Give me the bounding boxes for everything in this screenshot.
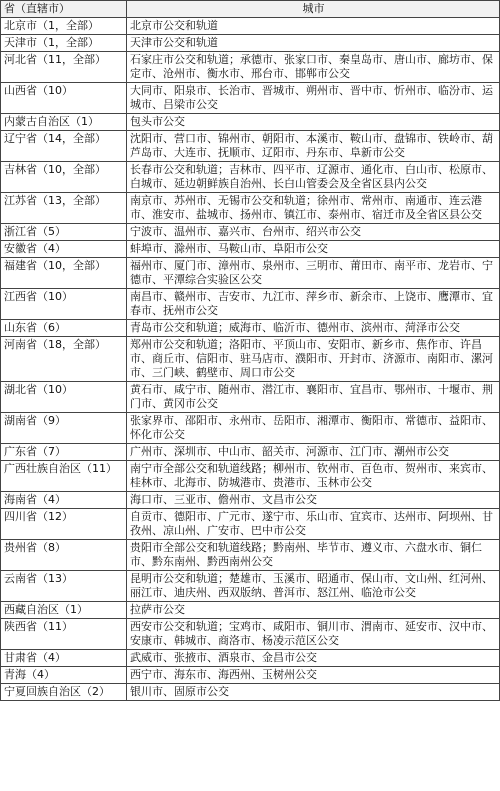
cities-cell: 自贡市、德阳市、广元市、遂宁市、乐山市、宜宾市、达州市、阿坝州、甘孜州、凉山州、广安市、巴中市公交 — [127, 509, 500, 540]
province-column-header: 省（直辖市） — [1, 1, 127, 18]
province-cell: 天津市（1，全部） — [1, 35, 127, 52]
table-row — [1, 241, 500, 258]
table-row — [1, 289, 500, 320]
cities-cell: 张家界市、邵阳市、永州市、岳阳市、湘潭市、衡阳市、常德市、益阳市、怀化市公交 — [127, 413, 500, 444]
province-cell: 安徽省（4） — [1, 241, 127, 258]
province-cell: 甘肃省（4） — [1, 650, 127, 667]
table-row — [1, 193, 500, 224]
table-row — [1, 337, 500, 382]
table-row — [1, 258, 500, 289]
cities-cell: 天津市公交和轨道 — [127, 35, 500, 52]
province-cell: 山东省（6） — [1, 320, 127, 337]
province-cell: 贵州省（8） — [1, 540, 127, 571]
cities-cell: 海口市、三亚市、儋州市、文昌市公交 — [127, 492, 500, 509]
cities-cell: 西安市公交和轨道；宝鸡市、咸阳市、铜川市、渭南市、延安市、汉中市、安康市、韩城市、商洛市、杨凌示范区公交 — [127, 619, 500, 650]
cities-cell: 蚌埠市、滁州市、马鞍山市、阜阳市公交 — [127, 241, 500, 258]
cities-cell: 广州市、深圳市、中山市、韶关市、河源市、江门市、潮州市公交 — [127, 444, 500, 461]
cities-cell: 大同市、阳泉市、长治市、晋城市、朔州市、晋中市、忻州市、临汾市、运城市、吕梁市公交 — [127, 83, 500, 114]
cities-cell: 贵阳市全部公交和轨道线路；黔南州、毕节市、遵义市、六盘水市、铜仁市、黔东南州、黔西南州公交 — [127, 540, 500, 571]
table-row — [1, 650, 500, 667]
table-row — [1, 461, 500, 492]
cities-cell: 长春市公交和轨道；吉林市、四平市、辽源市、通化市、白山市、松原市、白城市、延边朝鲜族自治州、长白山管委会及全省区县内公交 — [127, 162, 500, 193]
cities-cell: 郑州市公交和轨道；洛阳市、平顶山市、安阳市、新乡市、焦作市、许昌市、商丘市、信阳市、驻马店市、濮阳市、开封市、济源市、南阳市、漯河市、三门峡、鹤壁市、周口市公交 — [127, 337, 500, 382]
province-cell: 山西省（10） — [1, 83, 127, 114]
city-column-header: 城市 — [127, 1, 500, 18]
cities-cell: 银川市、固原市公交 — [127, 684, 500, 701]
table-row — [1, 509, 500, 540]
table-row — [1, 413, 500, 444]
province-cell: 云南省（13） — [1, 571, 127, 602]
table-row — [1, 619, 500, 650]
cities-cell: 青岛市公交和轨道；威海市、临沂市、德州市、滨州市、菏泽市公交 — [127, 320, 500, 337]
table-row — [1, 540, 500, 571]
table-body — [1, 18, 500, 701]
table-row — [1, 382, 500, 413]
cities-cell: 北京市公交和轨道 — [127, 18, 500, 35]
cities-cell: 武威市、张掖市、酒泉市、金昌市公交 — [127, 650, 500, 667]
province-cell: 青海（4） — [1, 667, 127, 684]
cities-cell: 石家庄市公交和轨道；承德市、张家口市、秦皇岛市、唐山市、廊坊市、保定市、沧州市、衡水市、邢台市、邯郸市公交 — [127, 52, 500, 83]
table-row — [1, 492, 500, 509]
province-cell: 吉林省（10，全部） — [1, 162, 127, 193]
table-row — [1, 131, 500, 162]
table-row — [1, 83, 500, 114]
province-cell: 陕西省（11） — [1, 619, 127, 650]
province-cell: 辽宁省（14，全部） — [1, 131, 127, 162]
table-row — [1, 35, 500, 52]
province-cell: 湖北省（10） — [1, 382, 127, 413]
cities-cell: 宁波市、温州市、嘉兴市、台州市、绍兴市公交 — [127, 224, 500, 241]
province-cell: 西藏自治区（1） — [1, 602, 127, 619]
province-cell: 浙江省（5） — [1, 224, 127, 241]
province-cell: 宁夏回族自治区（2） — [1, 684, 127, 701]
province-cell: 四川省（12） — [1, 509, 127, 540]
table-row — [1, 571, 500, 602]
province-cell: 江苏省（13，全部） — [1, 193, 127, 224]
province-cell: 江西省（10） — [1, 289, 127, 320]
cities-cell: 南昌市、赣州市、吉安市、九江市、萍乡市、新余市、上饶市、鹰潭市、宜春市、抚州市公交 — [127, 289, 500, 320]
table-row — [1, 224, 500, 241]
province-cell: 福建省（10，全部） — [1, 258, 127, 289]
table-header-row — [1, 1, 500, 18]
table-row — [1, 320, 500, 337]
province-cell: 北京市（1，全部） — [1, 18, 127, 35]
table-row — [1, 684, 500, 701]
cities-cell: 南京市、苏州市、无锡市公交和轨道；徐州市、常州市、南通市、连云港市、淮安市、盐城市、扬州市、镇江市、泰州市、宿迁市及全省区县公交 — [127, 193, 500, 224]
cities-cell: 拉萨市公交 — [127, 602, 500, 619]
table-row — [1, 602, 500, 619]
cities-cell: 黄石市、咸宁市、随州市、潜江市、襄阳市、宜昌市、鄂州市、十堰市、荆门市、黄冈市公交 — [127, 382, 500, 413]
cities-cell: 包头市公交 — [127, 114, 500, 131]
table-row — [1, 667, 500, 684]
province-cell: 海南省（4） — [1, 492, 127, 509]
cities-cell: 西宁市、海东市、海西州、玉树州公交 — [127, 667, 500, 684]
table-row — [1, 162, 500, 193]
province-cell: 广西壮族自治区（11） — [1, 461, 127, 492]
province-cell: 河南省（18，全部） — [1, 337, 127, 382]
province-cell: 湖南省（9） — [1, 413, 127, 444]
cities-cell: 昆明市公交和轨道；楚雄市、玉溪市、昭通市、保山市、文山州、红河州、丽江市、迪庆州、西双版纳、普洱市、怒江州、临沧市公交 — [127, 571, 500, 602]
cities-cell: 福州市、厦门市、漳州市、泉州市、三明市、莆田市、南平市、龙岩市、宁德市、平潭综合实验区公交 — [127, 258, 500, 289]
table-row — [1, 114, 500, 131]
table-row — [1, 444, 500, 461]
province-cell: 河北省（11，全部） — [1, 52, 127, 83]
cities-cell: 南宁市全部公交和轨道线路；柳州市、钦州市、百色市、贺州市、来宾市、桂林市、北海市、防城港市、贵港市、玉林市公交 — [127, 461, 500, 492]
cities-cell: 沈阳市、营口市、锦州市、朝阳市、本溪市、鞍山市、盘锦市、铁岭市、葫芦岛市、大连市、抚顺市、辽阳市、丹东市、阜新市公交 — [127, 131, 500, 162]
table-row — [1, 52, 500, 83]
table-row — [1, 18, 500, 35]
province-cell: 内蒙古自治区（1） — [1, 114, 127, 131]
province-cell: 广东省（7） — [1, 444, 127, 461]
